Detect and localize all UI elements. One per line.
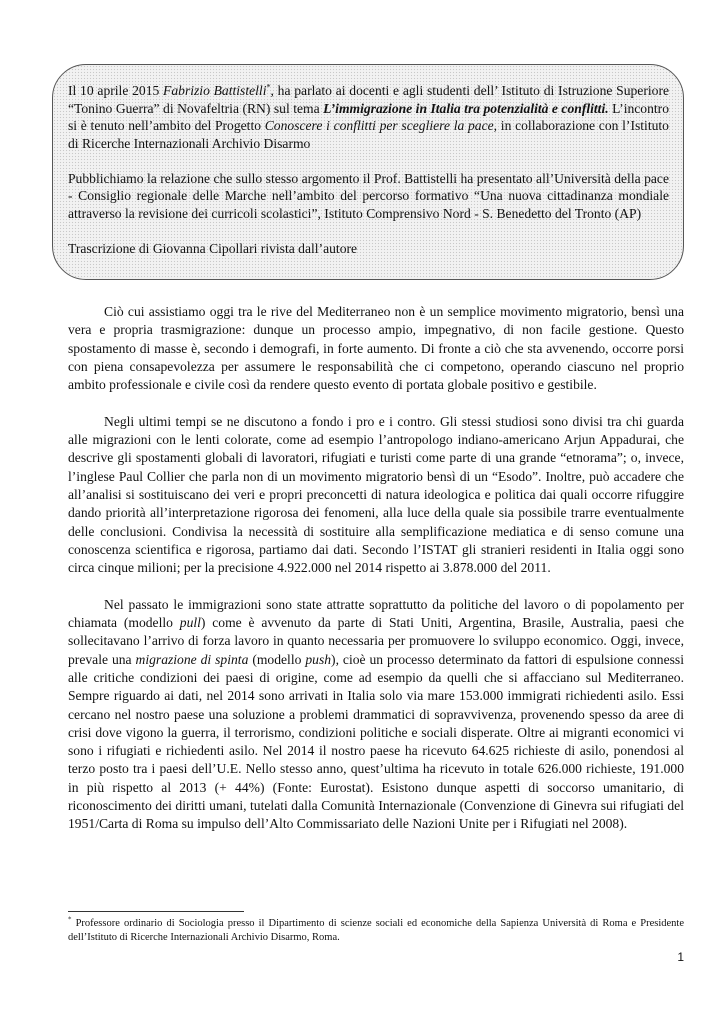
footnote-mark: * (68, 915, 72, 924)
author-name: Fabrizio Battistelli (163, 83, 267, 98)
project-name: Conoscere i conflitti per scegliere la pace (264, 118, 494, 133)
footnote-separator (68, 911, 244, 912)
body-paragraph-3: Nel passato le immigrazioni sono state attratte soprattutto da politiche del lavoro o di popolamento per chiamata (modello pull) come è avvenuto da parte di Stati Uniti, Argentina, Brasile, Australia, paesi che sollecitavano l’arrivo di forza lavoro in quanto necessaria per promuovere lo sviluppo economico. Oggi, invece, prevale una migrazione di spinta (modello push), cioè un processo determinato da fattori di espulsione connessi alle critiche condizioni dei paesi di origine, come ad esempio da quelli che si affacciano sul Mediterraneo. Sempre riguardo ai dati, nel 2014 sono arrivati in Italia solo via mare 153.000 immigrati richiedenti asilo. Essi cercano nel nostro paese una soluzione a problemi drammatici di sopravvivenza, provenendo spesso da aree di crisi dove vigono la guerra, il terrorismo, condizioni politiche e sociali disperate. Oltre ai migranti economici vi sono i rifugiati e richiedenti asilo. Nel 2014 il nostro paese ha ricevuto 64.625 richieste di asilo, ponendosi al terzo posto tra i paesi dell’U.E. Nello stesso anno, quest’ultima ha ricevuto in totale 626.000 richieste, 191.000 in più rispetto al 2013 (+ 44%) (Fonte: Eurostat). Esistono dunque aspetti di soccorso umanitario, di riconoscimento dei diritti umani, tutelati dalla Comunità Internazionale (Convenzione di Ginevra sui rifugiati del 1951/Carta di Roma su impulso dell’Alto Commissariato delle Nazioni Unite per i Rifugiati nel 2008). (68, 596, 685, 832)
page-number: 1 (677, 950, 684, 964)
talk-topic: L’immigrazione in Italia tra potenzialità e conflitti. (323, 100, 609, 116)
body-paragraph-2: Negli ultimi tempi se ne discutono a fondo i pro e i contro. Gli stessi studiosi sono divisi tra chi guarda alle migrazioni con le lenti colorate, come ad esempio l’antropologo indiano-americano Arjun Appadurai, che descrive gli spostamenti globali di lavoratori, rifugiati e turisti come parte di una grande “etnorama”; o, invece, l’inglese Paul Collier che parla non di un movimento migratorio bensì di un “Esodo”. Inoltre, può accadere che all’analisi si sostituiscano dei veri e propri preconcetti di natura ideologica e politica dai quali occorre rifuggire dando priorità all’interpretazione rigorosa dei fenomeni, alla luce della quale sia possibile trarre eventualmente delle conclusioni. Condivisa la necessità di sostituire alla semplificazione mediatica e di senso comune una conoscenza scientifica e rigorosa, partiamo dai dati. Secondo l’ISTAT gli stranieri residenti in Italia oggi sono circa cinque milioni; per la precisione 4.922.000 nel 2014 rispetto ai 3.878.000 del 2011. (68, 413, 684, 576)
footnote-reference: * (266, 82, 271, 92)
body-paragraph-1: Ciò cui assistiamo oggi tra le rive del Mediterraneo non è un semplice movimento migratorio, bensì una vera e propria trasmigrazione: dunque un processo ampio, impegnativo, di non facile gestione. Questo spostamento di masse è, secondo i demografi, in forte aumento. Di fronte a ciò che sta avvenendo, occorre porsi con piena consapevolezza per assumere le responsabilità che ci competono, operando ciascuno nel proprio ambito professionale e civile così da rendere questo evento di portata globale positivo e gestibile. (68, 304, 684, 393)
intro-paragraph-publication: Pubblichiamo la relazione che sullo stesso argomento il Prof. Battistelli ha presentato all’Università della pace - Consiglio regionale delle Marche nell’ambito del percorso formativo “Una nuova cittadinanza mondiale attraverso la revisione dei curricoli scolastici”, Istituto Comprensivo Nord - S. Benedetto del Tronto (AP) (68, 170, 669, 221)
intro-box (52, 64, 684, 280)
intro-paragraph-transcription: Trascrizione di Giovanna Cipollari rivista dall’autore (68, 240, 358, 256)
footnote (68, 917, 684, 944)
footnote-text: Professore ordinario di Sociologia presso il Dipartimento di scienze sociali ed economiche della Sapienza Università di Roma e Presidente dell’Istituto di Ricerche Internazionali Archivio Disarmo, Roma. (68, 918, 684, 943)
intro-paragraph-event: Il 10 aprile 2015 Fabrizio Battistelli*, ha parlato ai docenti e agli studenti dell’ Istituto di Istruzione Superiore “Tonino Guerra” di Novafeltria (RN) sul tema L’immigrazione in Italia tra potenzialità e conflitti. L’incontro si è tenuto nell’ambito del Progetto Conoscere i conflitti per scegliere la pace, in collaborazione con l’Istituto di Ricerche Internazionali Archivio Disarmo (68, 82, 669, 151)
article-body (68, 303, 684, 834)
